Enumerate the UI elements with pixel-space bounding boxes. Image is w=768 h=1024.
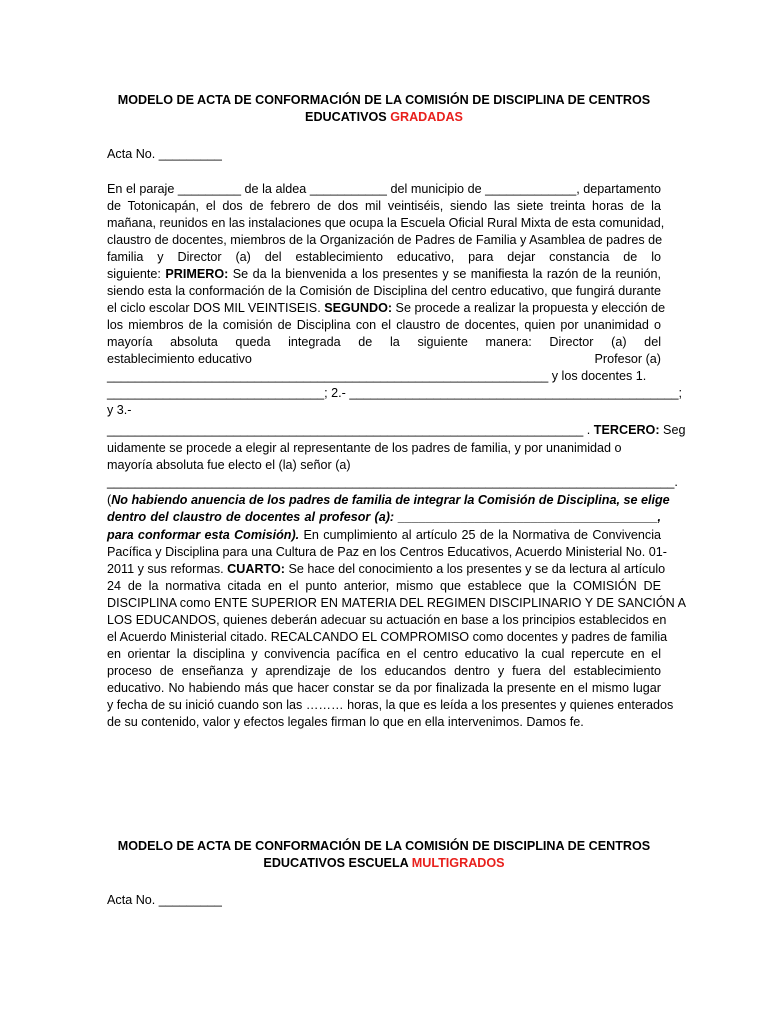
- title-line-1: MODELO DE ACTA DE CONFORMACIÓN DE LA COMISIÓN DE DISCIPLINA DE CENTROS: [117, 93, 651, 107]
- title-line-1: MODELO DE ACTA DE CONFORMACIÓN DE LA COMISIÓN DE DISCIPLINA DE CENTROS: [117, 839, 651, 853]
- body-line: _________________________________________________________________________________.: [107, 475, 678, 489]
- body-line: mayoría absoluta fue electo el (la) señor (a): [107, 458, 351, 472]
- body-line: En el paraje _________ de la aldea ___________ del municipio de _____________, departamento: [107, 182, 661, 196]
- body-line: proceso de enseñanza y aprendizaje de los educandos dentro y fuera del establecimiento: [107, 664, 661, 678]
- body-line-tercero: ____________________________________________________________________ . TERCERO: Seg: [107, 423, 686, 437]
- body-line-primero: siguiente: PRIMERO: Se da la bienvenida a los presentes y se manifiesta la razón de la reunión,: [107, 267, 661, 281]
- title-highlight-multigrados: MULTIGRADOS: [411, 856, 505, 870]
- body-line: uidamente se procede a elegir al representante de los padres de familia, y por unanimidad o: [107, 441, 622, 455]
- body-line: siendo esta la conformación de la Comisión de Disciplina del centro educativo, que fungirá durante: [107, 284, 661, 298]
- body-line: LOS EDUCANDOS, quienes deberán adecuar su actuación en base a los principios establecidos en: [107, 613, 667, 627]
- body-line: los miembros de la comisión de Disciplina con el claustro de docentes, quien por unanimidad o: [107, 318, 661, 332]
- body-line-italic: (No habiendo anuencia de los padres de familia de integrar la Comisión de Disciplina, se elige: [107, 493, 670, 507]
- body-line: y fecha de su inició cuando son las ……… horas, la que es leída a los presentes y quienes enterados: [107, 698, 674, 712]
- body-line: de Totonicapán, el dos de febrero de dos mil veintiséis, siendo las siete treinta horas de la: [107, 199, 661, 213]
- title-line-2: EDUCATIVOS GRADADAS: [305, 110, 463, 124]
- title-highlight-gradadas: GRADADAS: [390, 110, 463, 124]
- body-line: _______________________________________________________________ y los docentes 1.: [107, 369, 647, 383]
- document-title-gradadas: [107, 92, 661, 126]
- body-line: DISCIPLINA como ENTE SUPERIOR EN MATERIA DEL REGIMEN DISCIPLINARIO Y DE SANCIÓN A: [107, 596, 686, 610]
- body-line-segundo: el ciclo escolar DOS MIL VEINTISEIS. SEGUNDO: Se procede a realizar la propuesta y elección de: [107, 301, 666, 315]
- body-line: 24 de la normativa citada en el punto anterior, mismo que establece que la COMISIÓN DE: [107, 579, 661, 593]
- acta-number: Acta No. _________: [107, 147, 222, 161]
- body-line: mayoría absoluta queda integrada de la siguiente manera: Director (a) del: [107, 335, 661, 349]
- body-line: educativo. No habiendo más que hacer constar se da por finalizada la presente en el mismo lugar: [107, 681, 661, 695]
- body-line-closing: de su contenido, valor y efectos legales firman lo que en ella intervenimos. Damos fe.: [107, 715, 584, 729]
- title-line-2: EDUCATIVOS ESCUELA MULTIGRADOS: [263, 856, 505, 870]
- body-line: _______________________________; 2.- _______________________________________________;: [107, 386, 683, 400]
- body-line: en orientar la disciplina y convivencia pacífica en el centro educativo la cual repercute en el: [107, 647, 661, 661]
- acta-number: Acta No. _________: [107, 893, 222, 907]
- body-line: claustro de docentes, miembros de la Organización de Padres de Familia y Asamblea de padres de: [107, 233, 663, 247]
- body-line: y 3.-: [107, 403, 132, 417]
- body-line: el Acuerdo Ministerial citado. RECALCANDO EL COMPROMISO como docentes y padres de familia: [107, 630, 668, 644]
- body-line-cuarto: 2011 y sus reformas. CUARTO: Se hace del conocimiento a los presentes y se da lectura al artículo: [107, 562, 666, 576]
- body-line: mañana, reunidos en las instalaciones que ocupa la Escuela Oficial Rural Mixta de esta comunidad,: [107, 216, 665, 230]
- body-line: Pacífica y Disciplina para una Cultura de Paz en los Centros Educativos, Acuerdo Ministerial No. 01-: [107, 545, 667, 559]
- body-line-italic: para conformar esta Comisión). En cumplimiento al artículo 25 de la Normativa de Convivencia: [107, 528, 661, 542]
- body-line-profesor: Profesor (a): [594, 352, 661, 366]
- body-line-italic: dentro del claustro de docentes al profesor (a): _____________________________________,: [107, 510, 661, 524]
- document-title-multigrados: [107, 838, 661, 872]
- body-line: establecimiento educativo: [107, 352, 252, 366]
- body-line: familia y Director (a) del establecimiento educativo, para dejar constancia de lo: [107, 250, 661, 264]
